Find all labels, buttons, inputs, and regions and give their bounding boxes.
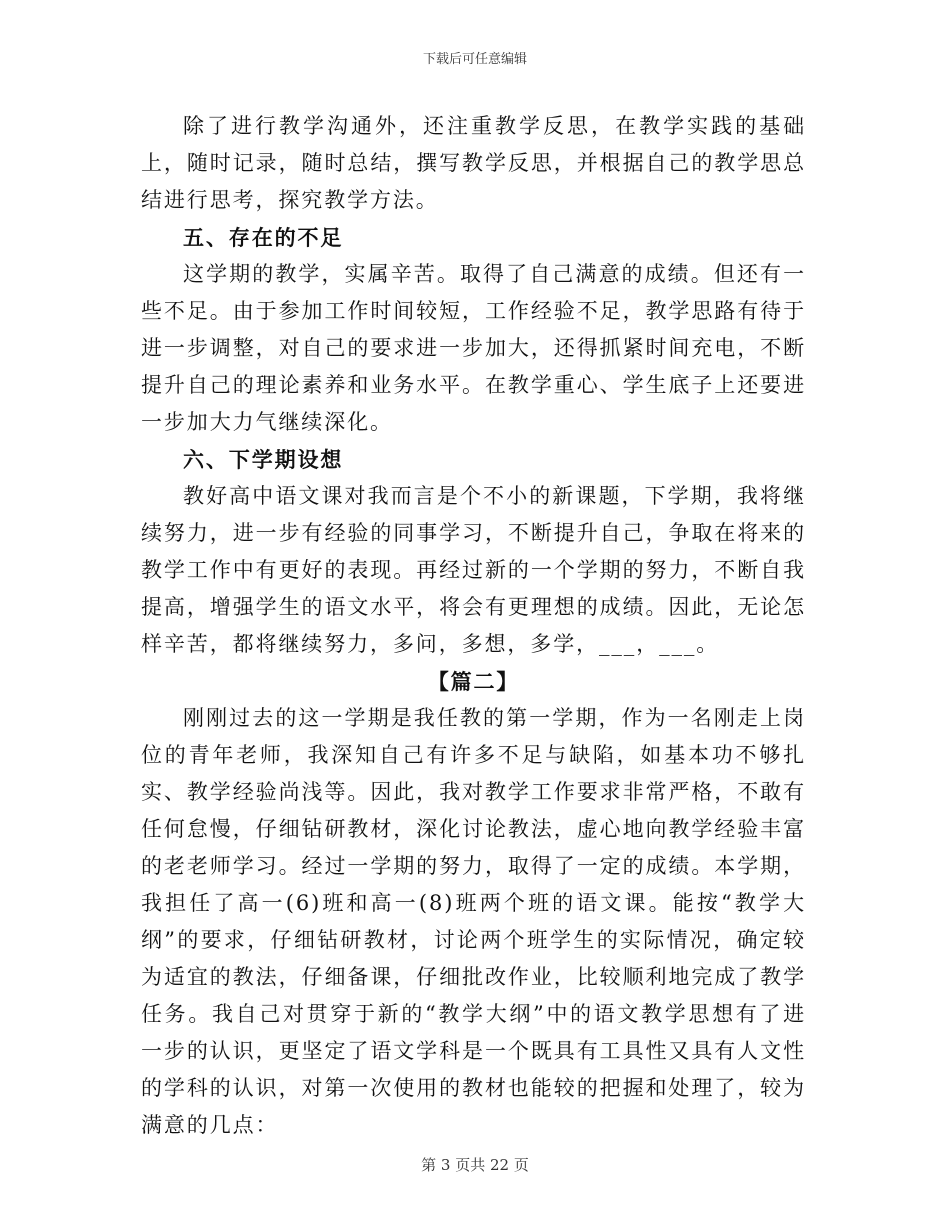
paragraph-shortcomings: 这学期的教学，实属辛苦。取得了自己满意的成绩。但还有一些不足。由于参加工作时间较短，工作经验不足，教学思路有待于进一步调整，对自己的要求进一步加大，还得抓紧时间充电，不断提升自己的理论素养和业务水平。在教学重心、学生底子上还要进一步加大力气继续深化。 [141,262,806,434]
paragraph-next-term: 教好高中语文课对我而言是个不小的新课题，下学期，我将继续努力，进一步有经验的同事学习，不断提升自己，争取在将来的教学工作中有更好的表现。再经过新的一个学期的努力，不断自我提高，增强学生的语文水平，将会有更理想的成绩。因此，无论怎样辛苦，都将继续努力，多问，多想，多学，___，___。 [141,484,806,656]
section-heading-shortcomings: 五、存在的不足 [183,225,344,250]
part-two-title: 【篇二】 [427,669,520,694]
document-body [141,108,806,1144]
page-header: 下载后可任意编辑 [422,52,527,67]
paragraph-reflection: 除了进行教学沟通外，还注重教学反思，在教学实践的基础上，随时记录，随时总结，撰写教学反思，并根据自己的教学思总结进行思考，探究教学方法。 [141,114,806,212]
page-footer: 第 3 页共 22 页 [421,1156,529,1174]
section-heading-next-term: 六、下学期设想 [183,447,344,472]
paragraph-part-two: 刚刚过去的这一学期是我任教的第一学期，作为一名刚走上岗位的青年老师，我深知自己有许多不足与缺陷，如基本功不够扎实、教学经验尚浅等。因此，我对教学工作要求非常严格，不敢有任何怠慢，仔细钻研教材，深化讨论教法，虚心地向教学经验丰富的老老师学习。经过一学期的努力，取得了一定的成绩。本学期，我担任了高一(6)班和高一(8)班两个班的语文课。能按“教学大纲”的要求，仔细钻研教材，讨论两个班学生的实际情况，确定较为适宜的教法，仔细备课，仔细批改作业，比较顺利地完成了教学任务。我自己对贯穿于新的“教学大纲”中的语文教学思想有了进一步的认识，更坚定了语文学科是一个既具有工具性又具有人文性的学科的认识，对第一次使用的教材也能较的把握和处理了，较为满意的几点： [141,706,806,1137]
